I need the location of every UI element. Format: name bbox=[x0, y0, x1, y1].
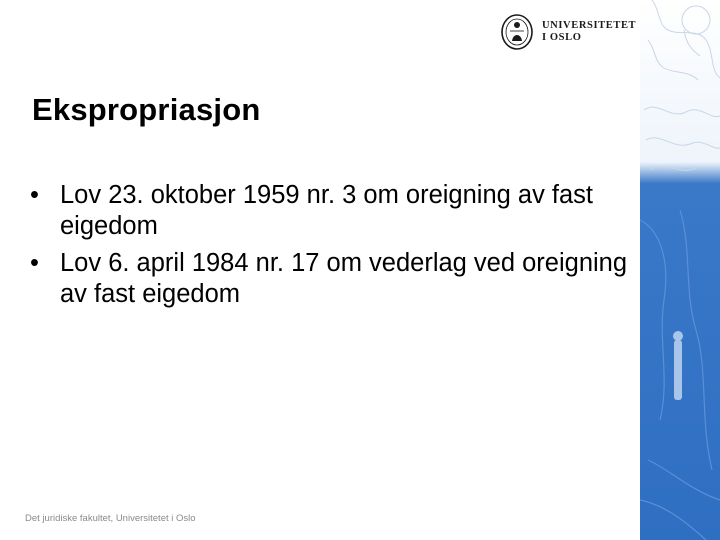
athena-sculpture-decoration bbox=[640, 0, 720, 540]
bullet-text: Lov 23. oktober 1959 nr. 3 om oreigning av fast eigedom bbox=[60, 181, 594, 240]
bullet-list bbox=[30, 180, 640, 316]
bullet-item bbox=[30, 248, 640, 310]
bullet-marker: • bbox=[30, 181, 39, 209]
logo-line-2: I OSLO bbox=[542, 32, 582, 43]
bullet-marker: • bbox=[30, 249, 39, 277]
logo-line-1: UNIVERSITETET bbox=[542, 20, 637, 31]
bullet-text: Lov 6. april 1984 nr. 17 om vederlag ved oreigning av fast eigedom bbox=[60, 249, 628, 308]
logo-wordmark bbox=[542, 20, 636, 44]
slide-title: Ekspropriasjon bbox=[32, 92, 261, 127]
university-logo bbox=[500, 12, 636, 52]
university-seal-icon bbox=[500, 13, 534, 51]
bullet-item bbox=[30, 180, 640, 242]
slide-footer: Det juridiske fakultet, Universitetet i Oslo bbox=[25, 513, 196, 524]
